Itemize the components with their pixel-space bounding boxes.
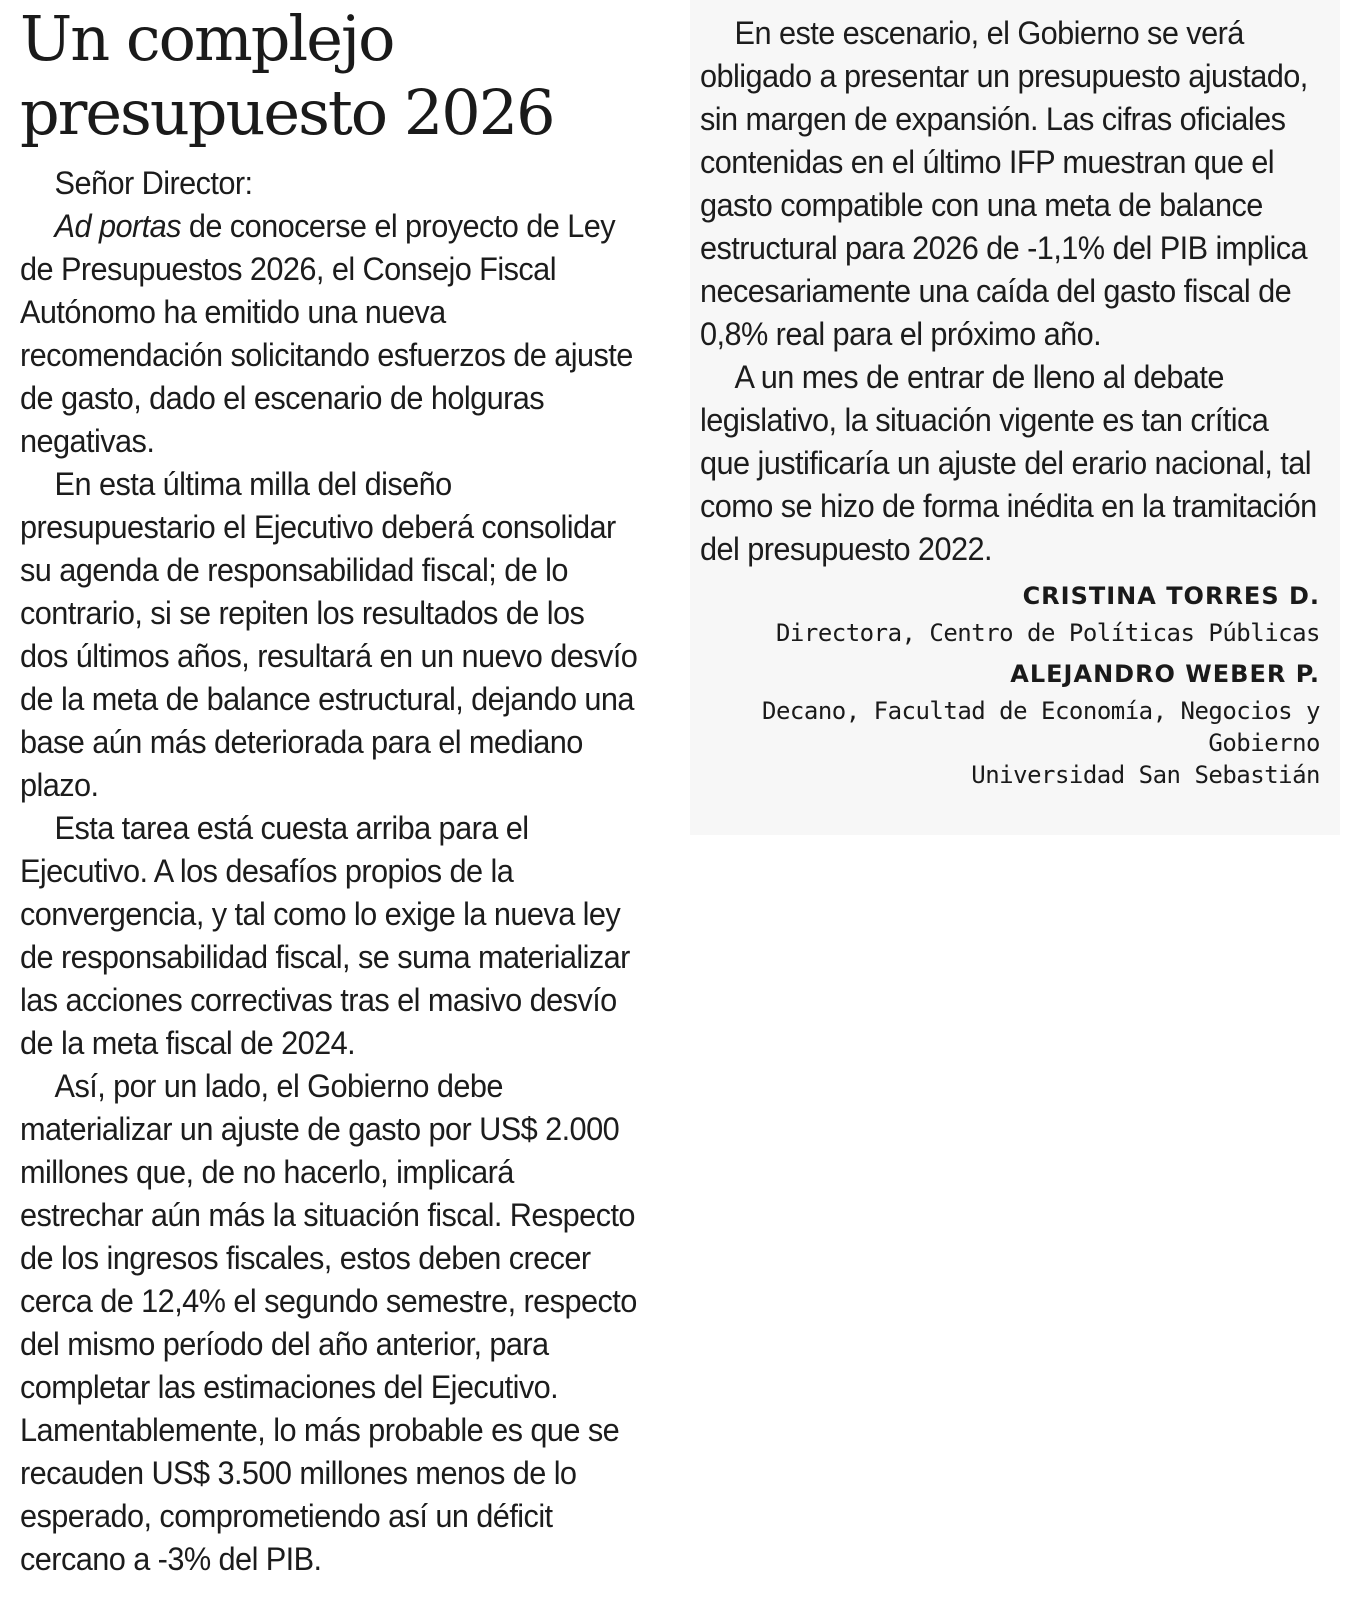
signature-title-2a: Decano, Facultad de Economía, Negocios y Gobierno <box>762 697 1320 757</box>
signature-name-2: ALEJANDRO WEBER P. <box>1010 660 1320 688</box>
signature-title-2b: Universidad San Sebastián <box>971 761 1320 789</box>
headline <box>20 2 640 150</box>
salutation: Señor Director: <box>54 165 253 201</box>
signatures <box>700 575 1320 791</box>
paragraph-1 <box>20 205 639 463</box>
paragraph-1-italic: Ad portas <box>54 208 181 244</box>
signature-name-1: CRISTINA TORRES D. <box>1022 582 1320 610</box>
signature-2 <box>700 653 1320 791</box>
headline-line-2: presupuesto 2026 <box>20 76 554 149</box>
paragraph-5: En este escenario, el Gobierno se verá obligado a presentar un presupuesto ajustado, sin margen de expansión. Las cifras oficiales contenidas en el último IFP muestran que el gasto compatible con una meta de balance estructural para 2026 de -1,1% del PIB implica necesariamente una caída del gasto fiscal de 0,8% real para el próximo año. <box>700 15 1308 352</box>
article-body-left <box>20 162 640 1581</box>
article-body-right <box>700 12 1320 571</box>
signature-1 <box>700 575 1320 649</box>
paragraph-6: A un mes de entrar de lleno al debate legislativo, la situación vigente es tan crítica que justificaría un ajuste del erario nacional, tal como se hizo de forma inédita en la tramitación del presupuesto 2022. <box>700 359 1317 567</box>
left-column <box>20 2 640 1581</box>
paragraph-4: Así, por un lado, el Gobierno debe materializar un ajuste de gasto por US$ 2.000 millones que, de no hacerlo, implicará estrechar aún más la situación fiscal. Respecto de los ingresos fiscales, estos deben crecer cerca de 12,4% el segundo semestre, respecto del mismo período del año anterior, para completar las estimaciones del Ejecutivo. Lamentablemente, lo más probable es que se recauden US$ 3.500 millones menos de lo esperado, comprometiendo así un déficit cercano a -3% del PIB. <box>20 1068 637 1577</box>
signature-title-1: Directora, Centro de Políticas Públicas <box>775 619 1320 647</box>
headline-line-1: Un complejo <box>20 2 394 75</box>
paragraph-3: Esta tarea está cuesta arriba para el Ejecutivo. A los desafíos propios de la convergencia, y tal como lo exige la nueva ley de responsabilidad fiscal, se suma materializar las acciones correctivas tras el masivo desvío de la meta fiscal de 2024. <box>20 810 630 1061</box>
right-column <box>700 12 1320 835</box>
paragraph-2: En esta última milla del diseño presupuestario el Ejecutivo deberá consolidar su agenda de responsabilidad fiscal; de lo contrario, si se repiten los resultados de los dos últimos años, resultará en un nuevo desvío de la meta de balance estructural, dejando una base aún más deteriorada para el mediano plazo. <box>20 466 638 803</box>
paragraph-1-text: de conocerse el proyecto de Ley de Presupuestos 2026, el Consejo Fiscal Autónomo ha emitido una nueva recomendación solicitando esfuerzos de ajuste de gasto, dado el escenario de holguras negativas. <box>20 208 633 459</box>
